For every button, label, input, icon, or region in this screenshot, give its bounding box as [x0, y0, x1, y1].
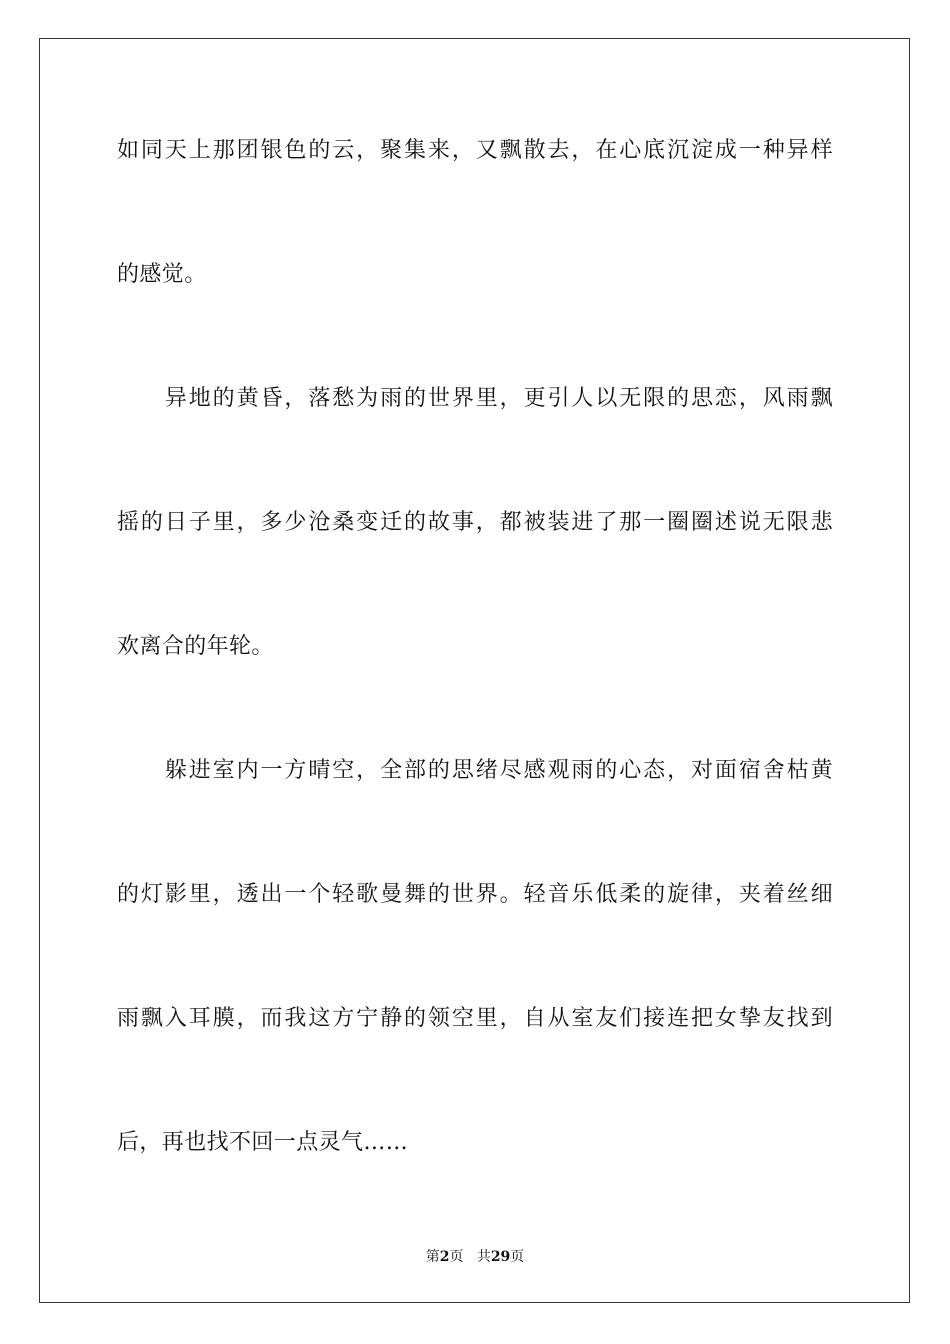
total-pages: 29 [490, 1249, 511, 1265]
page-number: 2 [439, 1249, 450, 1265]
total-prefix: 共 [476, 1249, 491, 1265]
paragraph-line: 欢离合的年轮。 [117, 634, 274, 659]
page-suffix: 页 [449, 1249, 464, 1265]
paragraph-line: 异地的黄昏，落愁为雨的世界里，更引人以无限的思恋，风雨飘 [117, 386, 833, 411]
paragraph-line: 雨飘入耳膜，而我这方宁静的领空里，自从室友们接连把女挚友找到 [117, 1006, 833, 1031]
page-border [39, 38, 910, 1303]
paragraph-line: 的灯影里，透出一个轻歌曼舞的世界。轻音乐低柔的旋律，夹着丝细 [117, 882, 833, 907]
paragraph-line: 后，再也找不回一点灵气…… [117, 1130, 409, 1155]
total-suffix: 页 [510, 1249, 525, 1265]
page-prefix: 第 [425, 1249, 440, 1265]
paragraph-line: 摇的日子里，多少沧桑变迁的故事，都被装进了那一圈圈述说无限悲 [117, 510, 833, 535]
paragraph-line: 的感觉。 [117, 262, 207, 287]
paragraph-line: 躲进室内一方晴空，全部的思绪尽感观雨的心态，对面宿舍枯黄 [117, 758, 833, 783]
page-footer [0, 1248, 950, 1266]
paragraph-line: 如同天上那团银色的云，聚集来，又飘散去，在心底沉淀成一种异样 [117, 138, 833, 163]
